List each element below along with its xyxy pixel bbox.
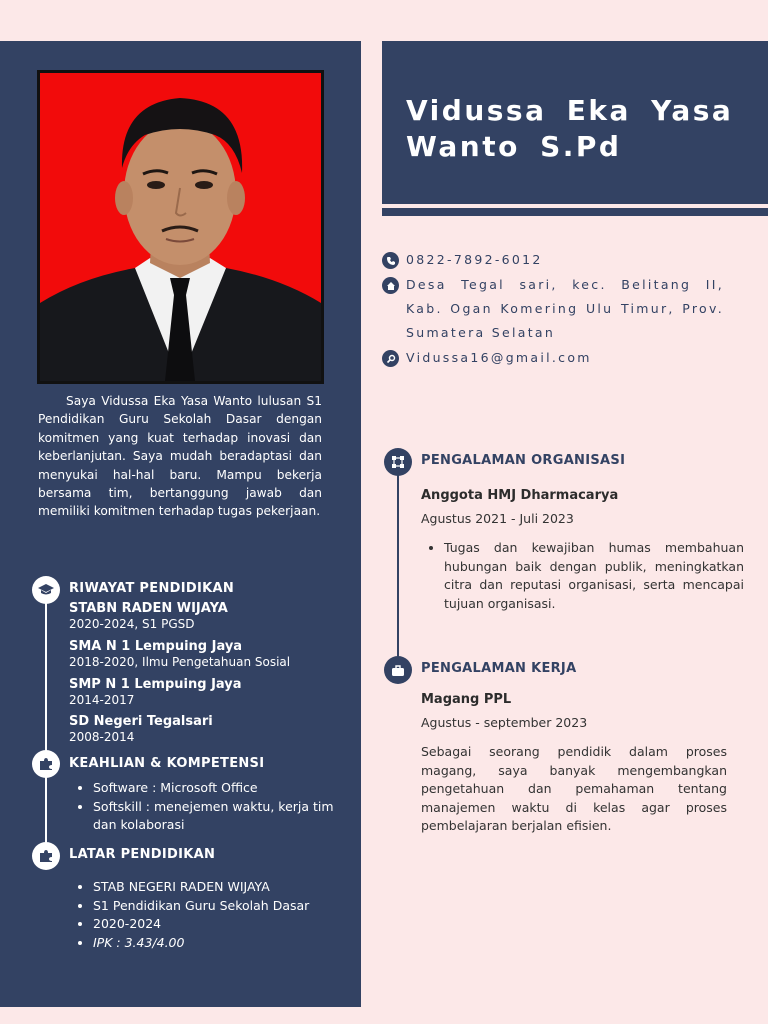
- education-title: RIWAYAT PENDIDIKAN: [69, 581, 234, 596]
- education-item: STABN RADEN WIJAYA 2020-2024, S1 PGSD: [69, 601, 228, 631]
- organization-period: Agustus 2021 - Juli 2023: [421, 511, 574, 526]
- education-item: SMA N 1 Lempuing Jaya 2018-2020, Ilmu Pengetahuan Sosial: [69, 639, 291, 669]
- work-role: Magang PPL: [421, 692, 512, 707]
- right-timeline-line: [397, 460, 399, 670]
- background-list: [72, 878, 353, 952]
- list-item: • Software : Microsoft Office: [93, 779, 338, 798]
- list-item: • S1 Pendidikan Guru Sekolah Dasar: [93, 897, 353, 916]
- left-timeline-line: [45, 588, 47, 858]
- search-icon: [382, 350, 399, 367]
- work-period: Agustus - september 2023: [421, 715, 588, 730]
- puzzle-icon: [32, 842, 60, 870]
- list-item: • Softskill : menejemen waktu, kerja tim dan kolaborasi: [93, 798, 338, 835]
- home-icon: [382, 277, 399, 294]
- work-description: Sebagai seorang pendidik dalam proses magang, saya banyak mengembangkan pengetahuan dan pemahaman tentang manajemen waktu di kelas agar proses pembelajaran berjalan efisien.: [421, 744, 727, 833]
- contact-email: Vidussa16@gmail.com: [382, 349, 736, 370]
- profile-photo-frame: [37, 70, 324, 384]
- graduation-cap-icon: [32, 576, 60, 604]
- list-item: • 2020-2024: [93, 915, 353, 934]
- list-item: • Tugas dan kewajiban humas membahuan hubungan baik dengan publik, meningkatkan citra dan reputasi organisasi, serta mencapai tujuan organisasi.: [444, 539, 744, 613]
- phone-icon: [382, 252, 399, 269]
- skills-list: [72, 779, 338, 835]
- profile-photo: [40, 73, 321, 381]
- skills-title: KEAHLIAN & KOMPETENSI: [69, 756, 265, 771]
- network-icon: [384, 448, 412, 476]
- name-header: [382, 41, 768, 204]
- profile-summary: Saya Vidussa Eka Yasa Wanto lulusan S1 Pendidikan Guru Sekolah Dasar dengan komitmen yang kuat terhadap inovasi dan keberlanjutan. Saya mudah beradaptasi dan menyukai hal-hal baru. Mampu bekerja bersama tim, bertanggung jawab dan memiliki komitmen terhadap tugas pekerjaan.: [38, 394, 322, 519]
- organization-role: Anggota HMJ Dharmacarya: [421, 488, 619, 503]
- organization-title: PENGALAMAN ORGANISASI: [421, 453, 626, 468]
- education-item: SMP N 1 Lempuing Jaya 2014-2017: [69, 677, 242, 707]
- contact-phone: 0822-7892-6012: [382, 251, 736, 272]
- puzzle-icon: [32, 750, 60, 778]
- list-item: • STAB NEGERI RADEN WIJAYA: [93, 878, 353, 897]
- work-title: PENGALAMAN KERJA: [421, 661, 577, 676]
- header-divider: [382, 208, 768, 216]
- education-item: SD Negeri Tegalsari 2008-2014: [69, 714, 213, 744]
- person-portrait: [40, 73, 321, 381]
- briefcase-icon: [384, 656, 412, 684]
- organization-duties: [426, 539, 744, 613]
- contact-address: Desa Tegal sari, kec. Belitang II, Kab. Ogan Komering Ulu Timur, Prov. Sumatera Selatan: [382, 276, 724, 345]
- background-title: LATAR PENDIDIKAN: [69, 847, 216, 862]
- list-item: • IPK : 3.43/4.00: [93, 934, 353, 953]
- full-name: Vidussa Eka Yasa Wanto S.Pd: [406, 94, 734, 163]
